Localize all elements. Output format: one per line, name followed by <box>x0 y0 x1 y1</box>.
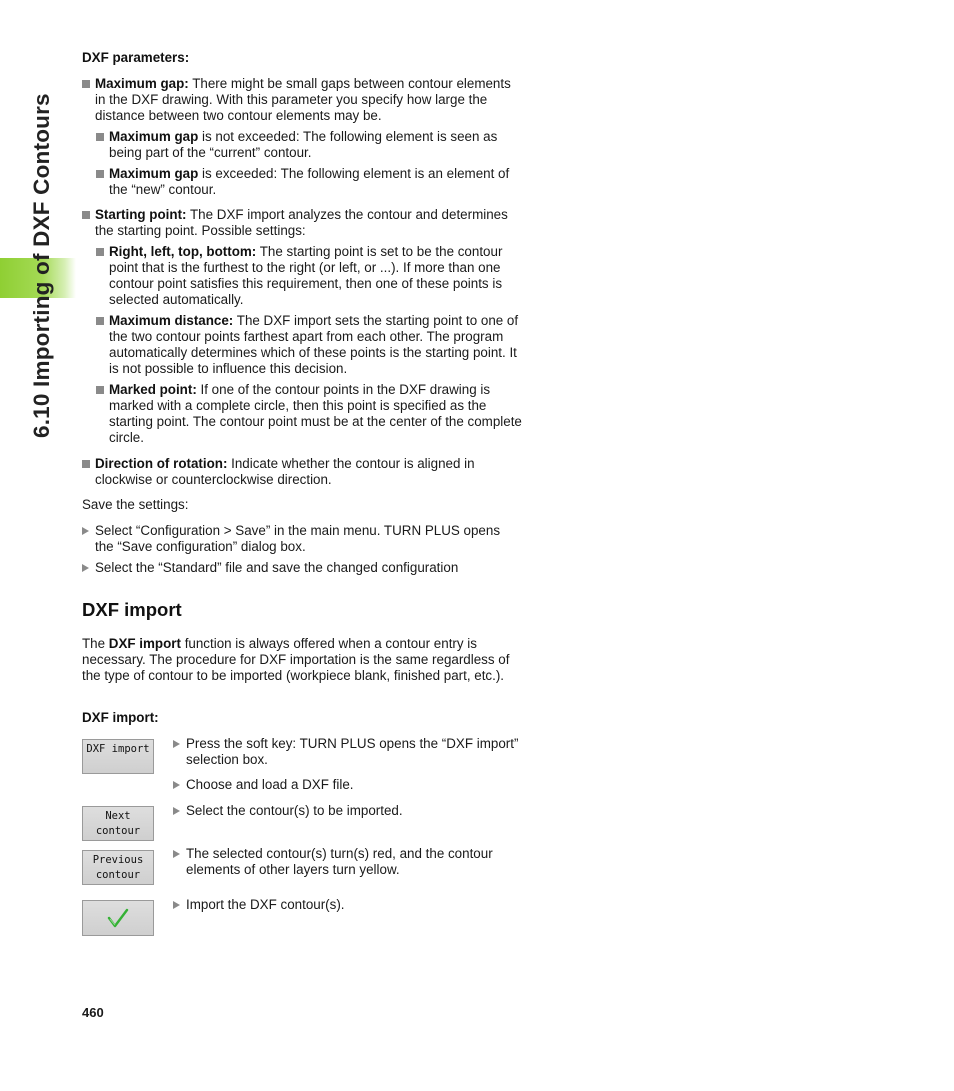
step-arrow-icon <box>173 850 180 858</box>
confirm-softkey[interactable] <box>82 900 154 936</box>
bullet-square <box>96 133 104 141</box>
dxf-import-intro: The DXF import function is always offered when a contour entry is necessary. The procedure for DXF importation is the same regardless of the type of contour to be imported (workpiece blank, finished part, etc.). <box>82 636 510 683</box>
save-settings-intro: Save the settings: <box>82 497 189 512</box>
list-item-maximum-gap: Maximum gap: There might be small gaps between contour elements in the DXF drawing. With this parameter you specify how large the distance between two contour elements may be. <box>82 76 522 124</box>
dxf-import-heading: DXF import: <box>82 710 159 725</box>
checkmark-icon <box>83 901 153 935</box>
next-contour-softkey[interactable]: Next contour <box>82 806 154 841</box>
bullet-square <box>82 211 90 219</box>
list-item-maximum-distance: Maximum distance: The DXF import sets the starting point to one of the two contour points farthest apart from each other. The program automatically determines which of these points is the starting point. It is not possible to influence this decision. <box>96 313 526 377</box>
list-item-gap-exceeded: Maximum gap is exceeded: The following element is an element of the “new” contour. <box>96 166 526 198</box>
list-item-gap-not-exceeded: Maximum gap is not exceeded: The following element is seen as being part of the “current” contour. <box>96 129 526 161</box>
step-arrow-icon <box>173 781 180 789</box>
bullet-square <box>96 248 104 256</box>
dxf-import-softkey[interactable]: DXF import <box>82 739 154 774</box>
list-item-starting-point: Starting point: The DXF import analyzes the contour and determines the starting point. Possible settings: <box>82 207 522 239</box>
previous-contour-softkey[interactable]: Previous contour <box>82 850 154 885</box>
import-step-import: Import the DXF contour(s). <box>173 897 523 913</box>
list-item-right-left-top-bottom: Right, left, top, bottom: The starting point is set to be the contour point that is the furthest to the right (or left, or ...). If more than one contour point satisfies this requirement, then one of these points is selected automatically. <box>96 244 526 308</box>
list-item-direction-of-rotation: Direction of rotation: Indicate whether the contour is aligned in clockwise or counterclockwise direction. <box>82 456 522 488</box>
save-step-2: Select the “Standard” file and save the changed configuration <box>82 560 522 576</box>
section-title-dxf-import: DXF import <box>82 599 182 620</box>
import-step-select-contours: Select the contour(s) to be imported. <box>173 803 523 819</box>
dxf-parameters-heading: DXF parameters: <box>82 50 190 65</box>
import-step-choose-file: Choose and load a DXF file. <box>173 777 523 793</box>
step-arrow-icon <box>173 740 180 748</box>
bullet-square <box>96 386 104 394</box>
bullet-square <box>82 80 90 88</box>
save-step-1: Select “Configuration > Save” in the main menu. TURN PLUS opens the “Save configuration” dialog box. <box>82 523 522 555</box>
import-step-press-softkey: Press the soft key: TURN PLUS opens the “DXF import” selection box. <box>173 736 523 768</box>
step-arrow-icon <box>82 564 89 572</box>
step-arrow-icon <box>173 901 180 909</box>
bullet-square <box>96 170 104 178</box>
step-arrow-icon <box>82 527 89 535</box>
page-number: 460 <box>82 1005 104 1020</box>
list-item-marked-point: Marked point: If one of the contour points in the DXF drawing is marked with a complete circle, then this point is specified as the starting point. The contour point must be at the center of the complete circle. <box>96 382 526 446</box>
step-arrow-icon <box>173 807 180 815</box>
import-step-colors: The selected contour(s) turn(s) red, and the contour elements of other layers turn yellow. <box>173 846 523 878</box>
bullet-square <box>82 460 90 468</box>
bullet-square <box>96 317 104 325</box>
